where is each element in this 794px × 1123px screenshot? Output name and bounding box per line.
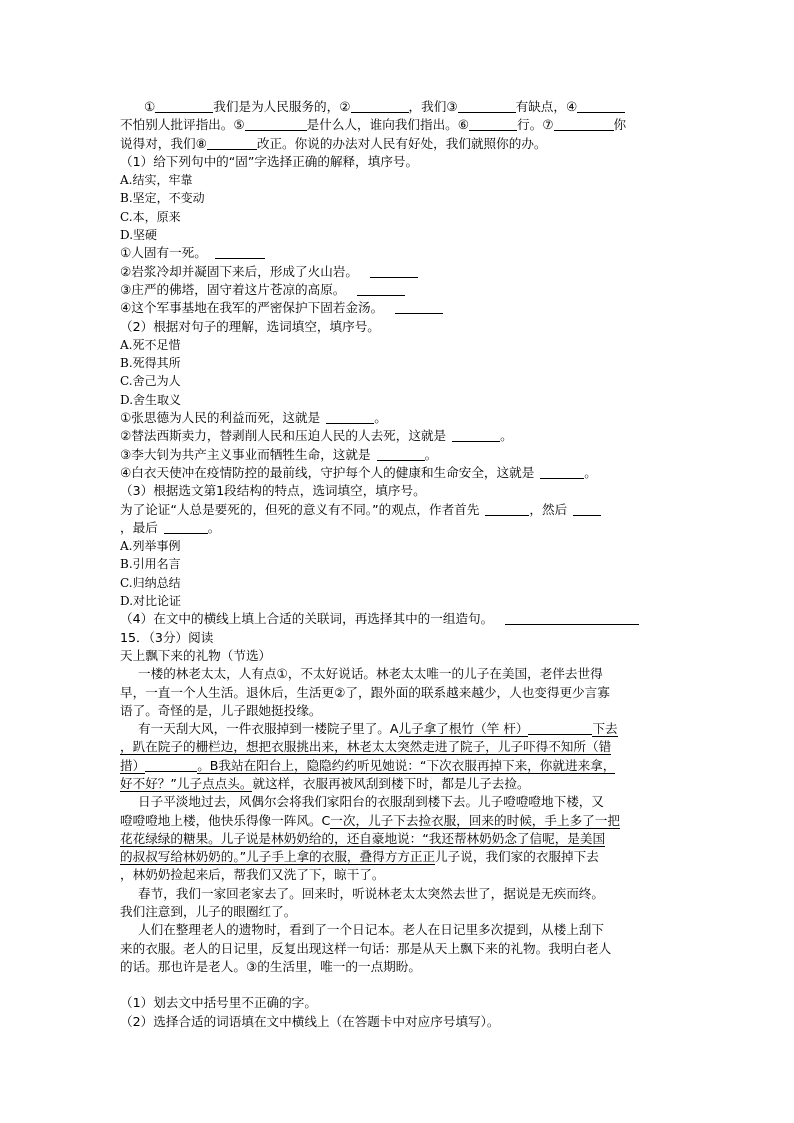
underlined-text: 措） — [120, 757, 146, 773]
story-line — [120, 775, 676, 793]
story-line — [120, 757, 676, 775]
text: ，然后 — [529, 501, 568, 517]
fill-blank[interactable] — [469, 117, 517, 131]
text: 有缺点，④ — [515, 99, 578, 114]
underlined-text: ，趴在院子的栅栏边，想把衣服挑出来，林老太太突然走进了院子，儿子吓得不知所（错 — [120, 739, 612, 755]
underlined-text: 的叔叔写给林奶奶的。”儿子手上拿的衣服，叠得方方正正 — [120, 849, 436, 865]
story-line: 早，一直一个人生活。退休后，生活更②了，跟外面的联系越来越少，人也变得更少言寡 — [120, 684, 610, 700]
q3-option: C.归纳总结 — [120, 575, 181, 590]
fill-blank[interactable] — [528, 721, 592, 735]
q3-title: （3）根据选文第1段结构的特点，选词填空，填序号。 — [120, 483, 426, 499]
q2-option: A.死不足惜 — [120, 337, 181, 352]
q2-option: B.死得其所 — [120, 356, 181, 371]
text: ②替法西斯卖力，替剥削人民和压迫人民的人去死，这就是 — [120, 428, 447, 444]
document-page — [120, 98, 676, 1031]
q2-option: D.舍生取义 — [120, 392, 182, 407]
q3-option: A.列举事例 — [120, 539, 181, 554]
answer-blank[interactable] — [540, 465, 584, 479]
answer-blank[interactable] — [215, 245, 265, 259]
story-line — [120, 848, 676, 866]
answer-blank[interactable] — [377, 447, 425, 461]
q4-title — [120, 610, 676, 628]
text: B我站在阳台上，隐隐约约听见她说：“下次衣服再掉下来，你就进来拿， — [209, 757, 616, 773]
q1-item — [120, 299, 676, 317]
sub-question-1: （1）划去文中括号里不正确的字。 — [120, 995, 317, 1011]
fill-blank[interactable] — [577, 99, 625, 113]
story-line: 来的衣服。老人的日记里，反复出现这样一句话：那是从天上飘下来的礼物。我明白老人 — [120, 940, 612, 956]
underlined-text: 好不好？”儿子点点头。 — [120, 775, 253, 791]
story-line: 的话。那也许是老人。③的生活里，唯一的一点期盼。 — [120, 958, 421, 974]
story-title: 天上飘下来的礼物（节选） — [120, 647, 272, 663]
text: 噔噔噔地上楼，他快乐得像一阵风。C — [120, 812, 331, 828]
story-line: 一楼的林老太太，人有点①，不太好说话。林老太太唯一的儿子在美国，老伴去世得 — [138, 666, 603, 682]
text: 。 — [500, 428, 513, 444]
text: 为了论证“人总是要死的，但死的意义有不同。”的观点，作者首先 — [120, 501, 480, 517]
text: 你 — [613, 117, 627, 133]
answer-blank[interactable] — [370, 264, 418, 278]
fill-blank[interactable] — [207, 136, 257, 150]
text: ④白衣天使冲在疫情防控的最前线，守护每个人的健康和生命安全，这就是 — [120, 464, 535, 480]
story-line — [120, 738, 676, 756]
q1-item — [120, 281, 676, 299]
text: 说得对，我们⑧ — [120, 135, 207, 151]
text: ①张思德为人民的利益而死，这就是 — [120, 410, 321, 426]
q1-option: A.结实，牢靠 — [120, 173, 193, 188]
text: 就这样，衣服再被风刮到楼下时，都是儿子去捡。 — [252, 775, 530, 791]
q1-item — [120, 263, 676, 281]
q1-option: D.坚硬 — [120, 228, 158, 243]
text: ④这个军事基地在我军的严密保护下固若金汤。 — [120, 300, 384, 316]
fill-blank[interactable] — [554, 117, 614, 131]
answer-blank[interactable] — [357, 282, 405, 296]
story-line — [120, 830, 676, 848]
text: （4）在文中的横线上填上合适的关联词，再选择其中的一组造句。 — [120, 611, 494, 627]
q1-option: C.本，原来 — [120, 209, 181, 224]
passage-line-1 — [120, 98, 676, 116]
text: ，我们③ — [408, 99, 458, 114]
passage-line-3 — [120, 135, 676, 153]
answer-blank[interactable] — [326, 410, 374, 424]
answer-blank[interactable] — [395, 300, 443, 314]
underlined-text: 。 — [197, 757, 210, 773]
underlined-text: 花花绿绿的糖果。儿子说是林奶奶给的，还自豪地说：“我还帮林奶奶念了信呢，是美国 — [120, 830, 606, 846]
story-line: ，林奶奶捡起来后，帮我们又洗了下，晾干了。 — [120, 867, 385, 883]
text: 行。⑦ — [517, 117, 554, 133]
text: ②岩浆冷却并凝固下来后，形成了火山岩。 — [120, 263, 358, 279]
text: 我们是为人民服务的，② — [213, 99, 351, 114]
fill-blank[interactable] — [155, 99, 213, 113]
story-line: 人们在整理老人的遗物时，看到了一个日记本。老人在日记里多次提到，从楼上刮下 — [138, 922, 604, 938]
story-line — [120, 812, 676, 830]
underlined-text: 下去 — [592, 721, 618, 737]
text: 。 — [424, 446, 438, 462]
q1-title: （1）给下列句中的“固”字选择正确的解释，填序号。 — [120, 153, 419, 169]
q2-option: C.舍己为人 — [120, 374, 181, 389]
underlined-text: 一次，儿子下去捡衣服，回来的时候，手上多了一把 — [330, 812, 620, 828]
story-line: 春节，我们一家回老家去了。回来时，听说林老太太突然去世了，据说是无疾而终。 — [138, 885, 604, 901]
text: 。 — [374, 410, 387, 426]
answer-blank[interactable] — [485, 502, 529, 516]
fill-blank[interactable] — [351, 99, 409, 113]
text: 。 — [584, 464, 597, 480]
text: 。 — [207, 519, 221, 535]
text: ，最后 — [120, 519, 158, 535]
answer-blank[interactable] — [452, 428, 500, 442]
sub-question-2: （2）选择合适的词语填在文中横线上（在答题卡中对应序号填写）。 — [120, 1013, 500, 1029]
q2-item — [120, 409, 676, 427]
q2-item — [120, 446, 676, 464]
q3-line — [120, 519, 676, 537]
story-line: 日子平淡地过去，风偶尔会将我们家阳台的衣服刮到楼下去。儿子噔噔噔地下楼，又 — [138, 794, 604, 810]
q2-item — [120, 464, 676, 482]
passage-line-2 — [120, 116, 676, 134]
text: ③庄严的佛塔，固守着这片苍凉的高原。 — [120, 281, 346, 297]
fill-blank[interactable] — [145, 758, 197, 772]
q1-option: B.坚定，不变动 — [120, 191, 205, 206]
fill-blank[interactable] — [245, 117, 307, 131]
text: 儿子说，我们家的衣服掉下去 — [435, 849, 599, 865]
text: 改正。你说的办法对人民有好处，我们就照你的办。 — [256, 135, 547, 151]
text: ①人固有一死。 — [120, 245, 207, 261]
underlined-text: 儿子拿了根竹（竿 杆） — [398, 721, 529, 737]
text: 不怕别人批评指出。⑤ — [120, 117, 245, 133]
q15-header: 15．（3分）阅读 — [120, 629, 214, 645]
q3-option: B.引用名言 — [120, 557, 181, 572]
q2-title: （2）根据对句子的理解，选词填空，填序号。 — [120, 318, 380, 334]
fill-blank[interactable] — [458, 99, 516, 113]
q3-option: D.对比论证 — [120, 594, 182, 609]
answer-blank[interactable] — [573, 502, 601, 516]
text: 有一天刮大风，一件衣服掉到一楼院子里了。A — [138, 721, 399, 737]
q3-line — [120, 501, 676, 519]
q1-item — [120, 244, 676, 262]
story-line: 我们注意到，儿子的眼圈红了。 — [120, 904, 297, 920]
story-line — [120, 720, 676, 738]
q2-item — [120, 427, 676, 445]
answer-blank[interactable] — [164, 520, 208, 534]
text: 是什么人，谁向我们指出。⑥ — [306, 117, 470, 133]
answer-blank[interactable] — [505, 611, 639, 625]
text: ③李大钊为共产主义事业而牺牲生命，这就是 — [120, 446, 371, 462]
text: ① — [144, 99, 156, 114]
story-line: 语了。奇怪的是，儿子跟她挺投缘。 — [120, 702, 322, 718]
